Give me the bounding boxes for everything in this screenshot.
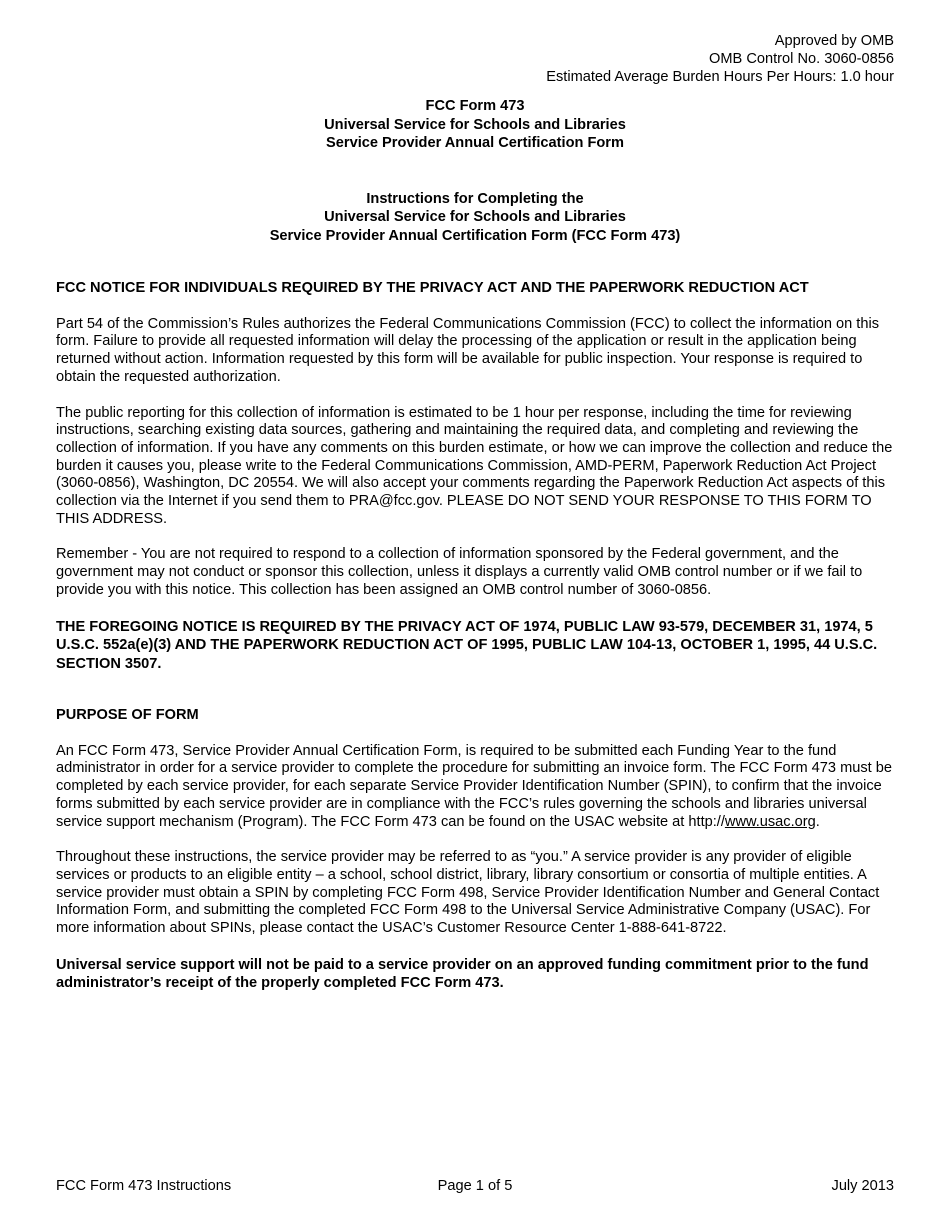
instructions-title-block — [56, 190, 894, 246]
omb-approval-block — [56, 32, 894, 86]
footer-document-name: FCC Form 473 Instructions — [56, 1178, 232, 1194]
omb-control-number: OMB Control No. 3060-0856 — [709, 51, 894, 67]
purpose-paragraph-support-warning: Universal service support will not be paid to a service provider on an approved funding commitment prior to the fund administrator’s receipt of the properly completed FCC Form 473. — [56, 956, 869, 992]
instructions-title-line1: Instructions for Completing the — [366, 190, 584, 207]
page-footer — [56, 1178, 894, 1196]
form-number-title: FCC Form 473 — [425, 98, 525, 114]
notice-paragraph-authority: Part 54 of the Commission’s Rules authorizes the Federal Communications Commission (FCC) to collect the information on this form. Failure to provide all requested information will delay the processing of the application or result in the application being returned without action. Information requested by this form will be available for public inspection. Your response is required to obtain the requested authorization. — [56, 315, 879, 385]
footer-date: July 2013 — [831, 1178, 894, 1194]
purpose-paragraph-form — [56, 743, 894, 832]
document-page — [56, 32, 894, 993]
form-name-title: Service Provider Annual Certification Form — [326, 135, 624, 151]
purpose-heading: PURPOSE OF FORM — [56, 707, 199, 724]
notice-paragraph-burden: The public reporting for this collection of information is estimated to be 1 hour per response, including the time for reviewing instructions, searching existing data sources, gathering and maintaining the required data, and completing and reviewing the collection of information. If you have any comments on this burden estimate, or how we can improve the collection and reduce the burden it causes you, please write to the Federal Communications Commission, AMD-PERM, Paperwork Reduction Act Project (3060-0856), Washington, DC 20554. We will also accept your comments regarding the Paperwork Reduction Act aspects of this collection via the Internet if you send them to PRA@fcc.gov. PLEASE DO NOT SEND YOUR RESPONSE TO THIS FORM TO THIS ADDRESS. — [56, 404, 893, 527]
privacy-notice-heading: FCC NOTICE FOR INDIVIDUALS REQUIRED BY THE PRIVACY ACT AND THE PAPERWORK REDUCTION ACT — [56, 280, 809, 296]
purpose-paragraph-form-text: An FCC Form 473, Service Provider Annual Certification Form, is required to be submitted each Funding Year to the fund administrator in order for a service provider to complete the procedure for submitting an invoice form. The FCC Form 473 must be completed by each service provider, for each separate Service Provider Identification Number (SPIN), to confirm that the invoice forms submitted by each service provider are in compliance with the FCC’s rules governing the schools and libraries universal service support mechanism (Program). The FCC Form 473 can be found on the USAC website at http:// — [56, 742, 892, 830]
omb-approved-line: Approved by OMB — [774, 33, 894, 49]
usac-website-link[interactable]: www.usac.org — [724, 813, 816, 830]
omb-burden-estimate: Estimated Average Burden Hours Per Hours: 1.0 hour — [546, 69, 894, 85]
footer-page-number: Page 1 of 5 — [437, 1178, 513, 1194]
purpose-paragraph-provider: Throughout these instructions, the service provider may be referred to as “you.” A service provider is any provider of eligible services or products to an eligible entity – a school, school district, library, library consortium or consortia of multiple entities. A service provider must obtain a SPIN by completing FCC Form 498, Service Provider Identification Number and General Contact Information Form, and submitting the completed FCC Form 498 to the Universal Service Administrative Company (USAC). For more information about SPINs, please contact the USAC’s Customer Resource Center 1-888-641-8722. — [56, 849, 880, 937]
instructions-title-line3: Service Provider Annual Certification Form (FCC Form 473) — [269, 227, 681, 244]
instructions-title-line2: Universal Service for Schools and Libraries — [324, 209, 626, 225]
purpose-paragraph-form-end: . — [815, 813, 820, 830]
notice-paragraph-foregoing: THE FOREGOING NOTICE IS REQUIRED BY THE PRIVACY ACT OF 1974, PUBLIC LAW 93-579, DECEMBER 31, 1974, 5 U.S.C. 552a(e)(3) AND THE PAPERWORK REDUCTION ACT OF 1995, PUBLIC LAW 104-13, OCTOBER 1, 1995, 44 U.S.C. SECTION 3507. — [56, 618, 878, 672]
form-program-title: Universal Service for Schools and Libraries — [324, 116, 626, 133]
form-title-block — [56, 97, 894, 153]
notice-paragraph-remember: Remember - You are not required to respond to a collection of information sponsored by the Federal government, and the government may not conduct or sponsor this collection, unless it displays a currently valid OMB control number or if we fail to provide you with this notice. This collection has been assigned an OMB control number of 3060-0856. — [56, 546, 863, 598]
